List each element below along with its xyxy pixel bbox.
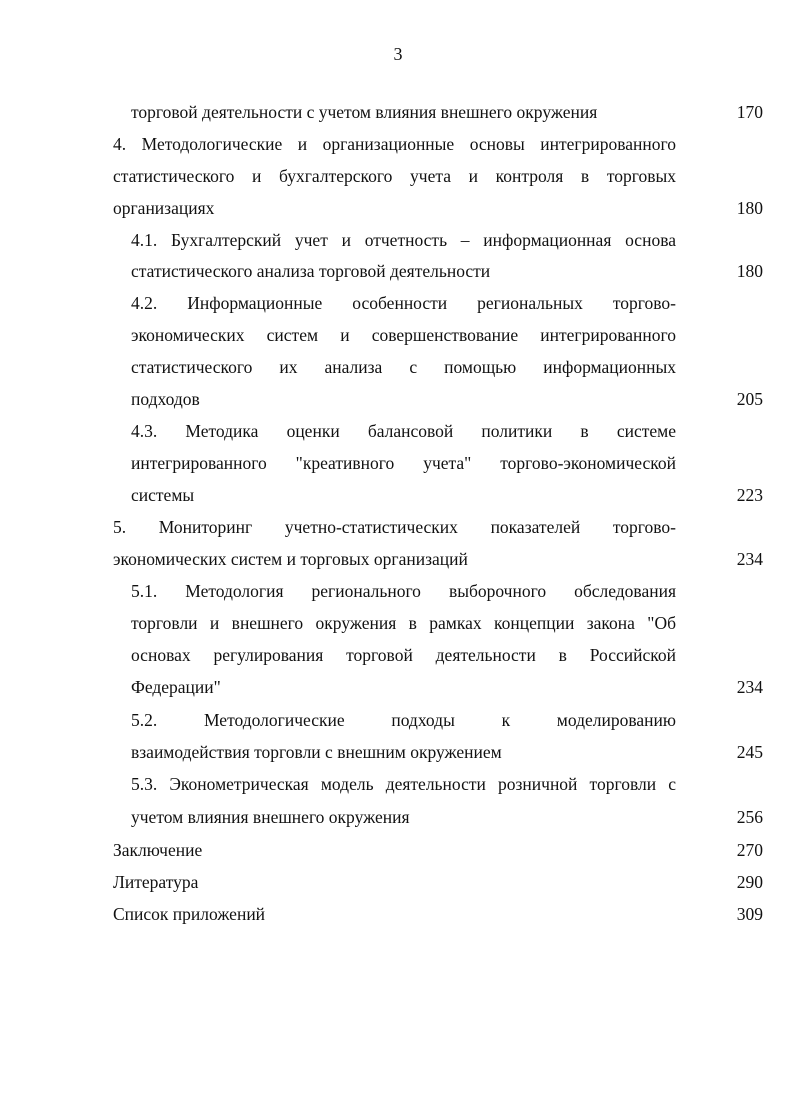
toc-entry-line: Список приложений — [113, 904, 266, 924]
toc-entry-line: статистического анализа торговой деятельности — [131, 261, 491, 281]
toc-entry-line: взаимодействия торговли с внешним окружением — [131, 742, 502, 762]
toc-entry-line: Заключение — [113, 840, 203, 860]
toc-entry-line: интегрированного "креативного учета" торгово-экономической — [131, 453, 676, 473]
toc-entry-line: Федерации" — [131, 677, 221, 697]
toc-page-number: 223 — [736, 485, 763, 505]
toc-page-number: 234 — [736, 677, 763, 697]
toc-entry-line: подходов — [131, 389, 200, 409]
toc-page-number: 205 — [736, 389, 763, 409]
toc-page-number: 256 — [736, 807, 763, 827]
toc-entry-line: 5. Мониторинг учетно-статистических показателей торгово- — [113, 517, 676, 537]
toc-entry-line: экономических систем и торговых организаций — [113, 549, 468, 569]
toc-entry-line: 4.2. Информационные особенности региональных торгово- — [131, 293, 676, 313]
toc-page-number: 234 — [736, 549, 763, 569]
toc-entry-line: торговой деятельности с учетом влияния внешнего окружения — [131, 102, 598, 122]
toc-page-number: 290 — [736, 872, 763, 892]
toc-entry-line: статистического их анализа с помощью информационных — [131, 357, 676, 377]
toc-page-number: 170 — [736, 102, 763, 122]
toc-entry-line: 4.3. Методика оценки балансовой политики в системе — [131, 421, 676, 441]
toc-page-number: 180 — [736, 261, 763, 281]
toc-page-number: 309 — [736, 904, 763, 924]
toc-entry-line: системы — [131, 485, 195, 505]
toc-entry-line: Литература — [113, 872, 199, 892]
toc-entry-line: статистического и бухгалтерского учета и контроля в торговых — [113, 166, 676, 186]
toc-entry-line: 5.3. Эконометрическая модель деятельности розничной торговли с — [131, 774, 676, 794]
page-number: 3 — [393, 44, 403, 64]
toc-entry-line: 4.1. Бухгалтерский учет и отчетность – информационная основа — [131, 230, 676, 250]
toc-entry-line: 4. Методологические и организационные основы интегрированного — [113, 134, 676, 154]
toc-page-number: 180 — [736, 198, 763, 218]
toc-entry-line: торговли и внешнего окружения в рамках концепции закона "Об — [131, 613, 676, 633]
toc-entry-line: 5.1. Методология регионального выборочного обследования — [131, 581, 676, 601]
toc-page-number: 270 — [736, 840, 763, 860]
toc-entry-line: организациях — [113, 198, 215, 218]
toc-page-number: 245 — [736, 742, 763, 762]
toc-entry-line: 5.2. Методологические подходы к моделированию — [131, 710, 676, 730]
toc-entry-line: экономических систем и совершенствование интегрированного — [131, 325, 676, 345]
toc-entry-line: основах регулирования торговой деятельности в Российской — [131, 645, 676, 665]
toc-entry-line: учетом влияния внешнего окружения — [131, 807, 410, 827]
